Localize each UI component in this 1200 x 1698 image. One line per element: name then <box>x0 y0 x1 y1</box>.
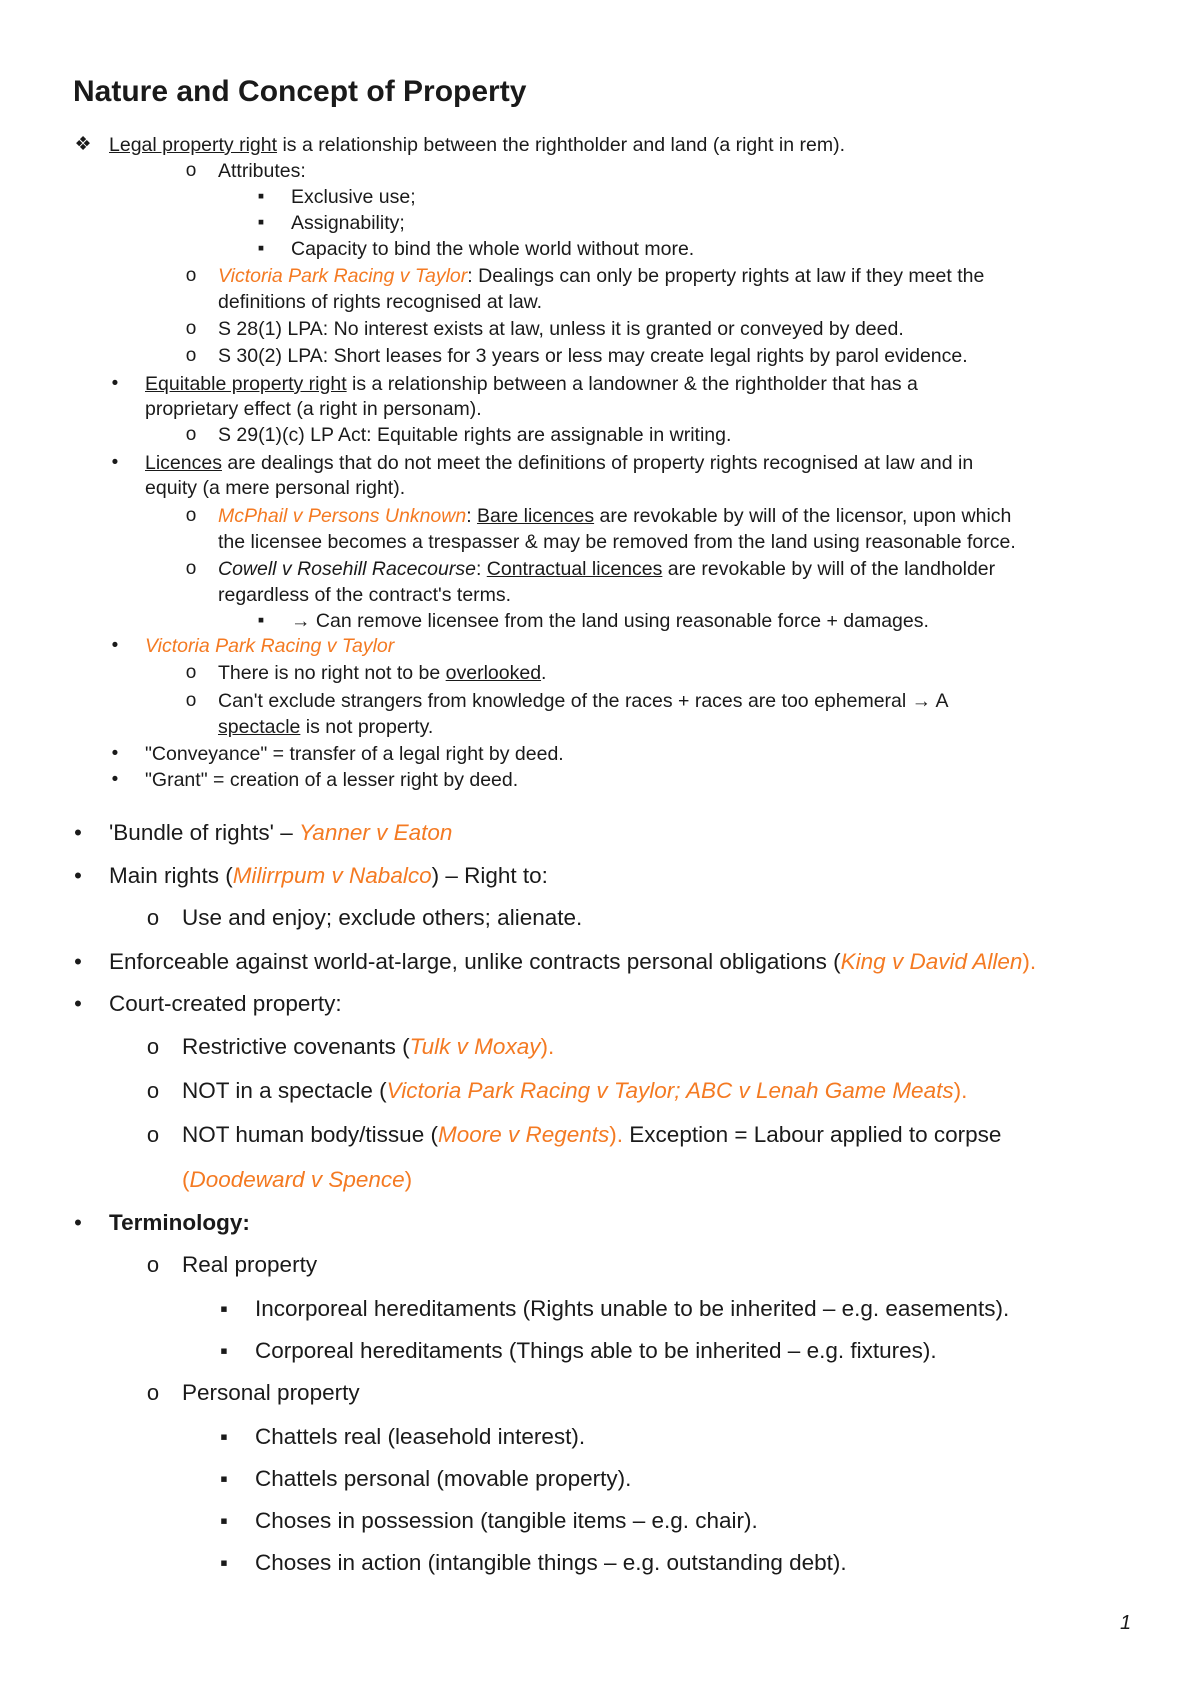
square-bullet-icon: ▪ <box>220 1550 228 1575</box>
list-item: Licences are dealings that do not meet the definitions of property rights recognised at law and in <box>145 452 974 474</box>
list-item: Cowell v Rosehill Racecourse: Contractual licences are revokable by will of the landholder <box>218 558 996 580</box>
square-bullet-icon: ▪ <box>257 212 265 233</box>
list-item: Personal property <box>182 1380 360 1405</box>
list-item-continuation: equity (a mere personal right). <box>145 477 406 499</box>
circle-bullet-icon: o <box>146 905 160 930</box>
list-item: Restrictive covenants (Tulk v Moxay). <box>182 1034 555 1059</box>
list-item: S 28(1) LPA: No interest exists at law, unless it is granted or conveyed by deed. <box>218 318 904 340</box>
list-item: → Can remove licensee from the land using reasonable force + damages. <box>291 610 929 632</box>
square-bullet-icon: ▪ <box>220 1424 228 1449</box>
arrow-icon: → <box>291 610 311 632</box>
circle-bullet-icon: o <box>146 1122 160 1147</box>
list-item: Main rights (Milirrpum v Nabalco) – Right to: <box>109 863 548 888</box>
circle-bullet-icon: o <box>185 265 197 286</box>
dot-bullet-icon: • <box>111 635 119 656</box>
case-citation: Tulk v Moxay <box>409 1034 541 1059</box>
section-heading: Terminology: <box>109 1210 250 1235</box>
square-bullet-icon: ▪ <box>220 1508 228 1533</box>
case-citation: Moore v Regents <box>437 1122 610 1147</box>
dot-bullet-icon: • <box>111 743 119 764</box>
case-citation: Yanner v Eaton <box>298 820 453 845</box>
case-citation: Victoria Park Racing v Taylor; ABC v Lenah Game Meats <box>386 1078 954 1103</box>
list-item: Incorporeal hereditaments (Rights unable to be inherited – e.g. easements). <box>255 1296 1010 1321</box>
dot-bullet-icon: • <box>74 991 82 1016</box>
page-title: Nature and Concept of Property <box>73 75 527 108</box>
list-item-continuation: spectacle is not property. <box>218 716 434 738</box>
list-item: NOT in a spectacle (Victoria Park Racing v Taylor; ABC v Lenah Game Meats). <box>182 1078 968 1103</box>
list-item: Real property <box>182 1252 318 1277</box>
case-citation: McPhail v Persons Unknown <box>218 505 467 527</box>
list-item: S 29(1)(c) LP Act: Equitable rights are assignable in writing. <box>218 424 732 446</box>
circle-bullet-icon: o <box>185 424 197 445</box>
list-item: Chattels personal (movable property). <box>255 1466 632 1491</box>
list-item: S 30(2) LPA: Short leases for 3 years or less may create legal rights by parol evidence. <box>218 345 968 367</box>
term: overlooked <box>445 662 542 684</box>
case-citation: Cowell v Rosehill Racecourse <box>218 558 476 580</box>
square-bullet-icon: ▪ <box>220 1296 228 1321</box>
attributes-label: Attributes: <box>218 160 306 182</box>
list-item: "Conveyance" = transfer of a legal right by deed. <box>145 743 564 765</box>
dot-bullet-icon: • <box>74 1210 82 1235</box>
circle-bullet-icon: o <box>146 1034 160 1059</box>
term: Contractual licences <box>486 558 663 580</box>
list-item: Court-created property: <box>109 991 342 1016</box>
case-citation: King v David Allen <box>840 949 1023 974</box>
dot-bullet-icon: • <box>74 820 82 845</box>
term: Legal property right <box>109 134 278 156</box>
circle-bullet-icon: o <box>185 690 197 711</box>
circle-bullet-icon: o <box>185 318 197 339</box>
attribute-item: Exclusive use; <box>291 186 416 208</box>
circle-bullet-icon: o <box>185 345 197 366</box>
dot-bullet-icon: • <box>111 373 119 394</box>
list-item-continuation: definitions of rights recognised at law. <box>218 291 543 313</box>
circle-bullet-icon: o <box>185 662 197 683</box>
circle-bullet-icon: o <box>185 160 197 181</box>
diamond-bullet-icon: ❖ <box>74 134 92 155</box>
case-citation: Victoria Park Racing v Taylor <box>145 635 395 657</box>
list-item: Equitable property right is a relationship between a landowner & the rightholder that has a <box>145 373 918 395</box>
list-item: There is no right not to be overlooked. <box>218 662 547 684</box>
case-citation: Doodeward v Spence <box>189 1167 405 1192</box>
square-bullet-icon: ▪ <box>257 186 265 207</box>
list-item: McPhail v Persons Unknown: Bare licences are revokable by will of the licensor, upon which <box>218 505 1012 527</box>
circle-bullet-icon: o <box>185 505 197 526</box>
list-item: Choses in action (intangible things – e.g. outstanding debt). <box>255 1550 847 1575</box>
list-item: NOT human body/tissue (Moore v Regents). Exception = Labour applied to corpse <box>182 1122 1002 1147</box>
square-bullet-icon: ▪ <box>257 238 265 259</box>
list-item: "Grant" = creation of a lesser right by deed. <box>145 769 519 791</box>
list-item-continuation: (Doodeward v Spence) <box>182 1167 413 1192</box>
circle-bullet-icon: o <box>146 1078 160 1103</box>
attribute-item: Capacity to bind the whole world without more. <box>291 238 695 260</box>
dot-bullet-icon: • <box>111 769 119 790</box>
list-item-continuation: regardless of the contract's terms. <box>218 584 512 606</box>
circle-bullet-icon: o <box>146 1252 160 1277</box>
list-item: Corporeal hereditaments (Things able to be inherited – e.g. fixtures). <box>255 1338 937 1363</box>
list-item: Use and enjoy; exclude others; alienate. <box>182 905 583 930</box>
circle-bullet-icon: o <box>146 1380 160 1405</box>
square-bullet-icon: ▪ <box>257 610 265 631</box>
dot-bullet-icon: • <box>74 949 82 974</box>
list-item: Enforceable against world-at-large, unlike contracts personal obligations (King v David Allen). <box>109 949 1037 974</box>
list-item: 'Bundle of rights' – Yanner v Eaton <box>109 820 453 845</box>
list-item: Choses in possession (tangible items – e.g. chair). <box>255 1508 758 1533</box>
arrow-icon: → <box>911 690 932 712</box>
list-item: Victoria Park Racing v Taylor: Dealings can only be property rights at law if they meet the <box>218 265 985 287</box>
square-bullet-icon: ▪ <box>220 1466 228 1491</box>
attribute-item: Assignability; <box>291 212 405 234</box>
square-bullet-icon: ▪ <box>220 1338 228 1363</box>
page-number: 1 <box>1120 1612 1132 1634</box>
legal-property-right-item: Legal property right is a relationship between the rightholder and land (a right in rem). <box>109 134 846 156</box>
dot-bullet-icon: • <box>74 863 82 888</box>
list-item-continuation: proprietary effect (a right in personam). <box>145 398 482 420</box>
list-item: Chattels real (leasehold interest). <box>255 1424 586 1449</box>
term: Bare licences <box>477 505 595 527</box>
dot-bullet-icon: • <box>111 452 119 473</box>
circle-bullet-icon: o <box>185 558 197 579</box>
list-item <box>145 633 394 659</box>
term: spectacle <box>218 716 301 738</box>
list-item: Can't exclude strangers from knowledge of the races + races are too ephemeral → A <box>218 690 949 712</box>
list-item-continuation: the licensee becomes a trespasser & may be removed from the land using reasonable force. <box>218 531 1016 553</box>
term: Licences <box>145 452 222 474</box>
case-citation: Milirrpum v Nabalco <box>232 863 432 888</box>
term: Equitable property right <box>145 373 347 395</box>
case-citation: Victoria Park Racing v Taylor <box>218 265 468 287</box>
